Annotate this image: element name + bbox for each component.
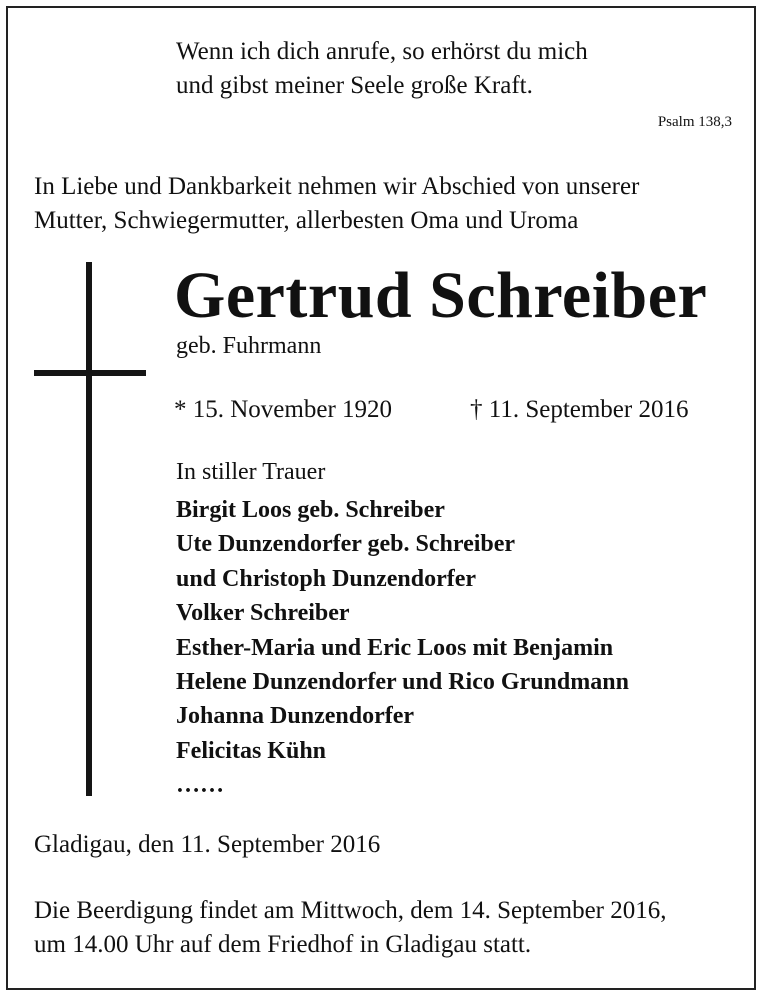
place-date: Gladigau, den 11. September 2016 [34, 831, 381, 858]
verse-line-2: und gibst meiner Seele große Kraft. [176, 72, 533, 99]
mourner-name: Johanna Dunzendorfer [176, 703, 415, 730]
mourner-name: und Christoph Dunzendorfer [176, 565, 477, 592]
funeral-line-1: Die Beerdigung findet am Mittwoch, dem 14. September 2016, [34, 897, 667, 924]
verse-reference: Psalm 138,3 [657, 114, 732, 130]
mourners-list [176, 493, 629, 803]
intro-line-2: Mutter, Schwiegermutter, allerbesten Oma und Uroma [34, 207, 579, 234]
birth-date: * 15. November 1920 [174, 396, 393, 423]
cross-icon-horizontal [34, 370, 146, 376]
deceased-name: Gertrud Schreiber [174, 259, 708, 332]
intro-line-1: In Liebe und Dankbarkeit nehmen wir Abschied von unserer [34, 173, 640, 200]
cross-icon-vertical [86, 262, 92, 796]
mourner-name: Esther-Maria und Eric Loos mit Benjamin [176, 634, 614, 661]
mourner-name: Birgit Loos geb. Schreiber [176, 497, 445, 523]
mourner-ellipsis: …… [176, 772, 224, 799]
death-date: † 11. September 2016 [470, 396, 689, 423]
mourner-name: Felicitas Kühn [176, 737, 327, 764]
mourner-name: Helene Dunzendorfer und Rico Grundmann [176, 669, 629, 696]
mourner-name: Ute Dunzendorfer geb. Schreiber [176, 531, 516, 558]
mourner-name: Volker Schreiber [176, 600, 350, 627]
mourners-intro: In stiller Trauer [176, 459, 326, 485]
verse-line-1: Wenn ich dich anrufe, so erhörst du mich [176, 38, 588, 65]
maiden-name: geb. Fuhrmann [176, 333, 322, 359]
funeral-line-2: um 14.00 Uhr auf dem Friedhof in Gladigau statt. [34, 931, 532, 958]
